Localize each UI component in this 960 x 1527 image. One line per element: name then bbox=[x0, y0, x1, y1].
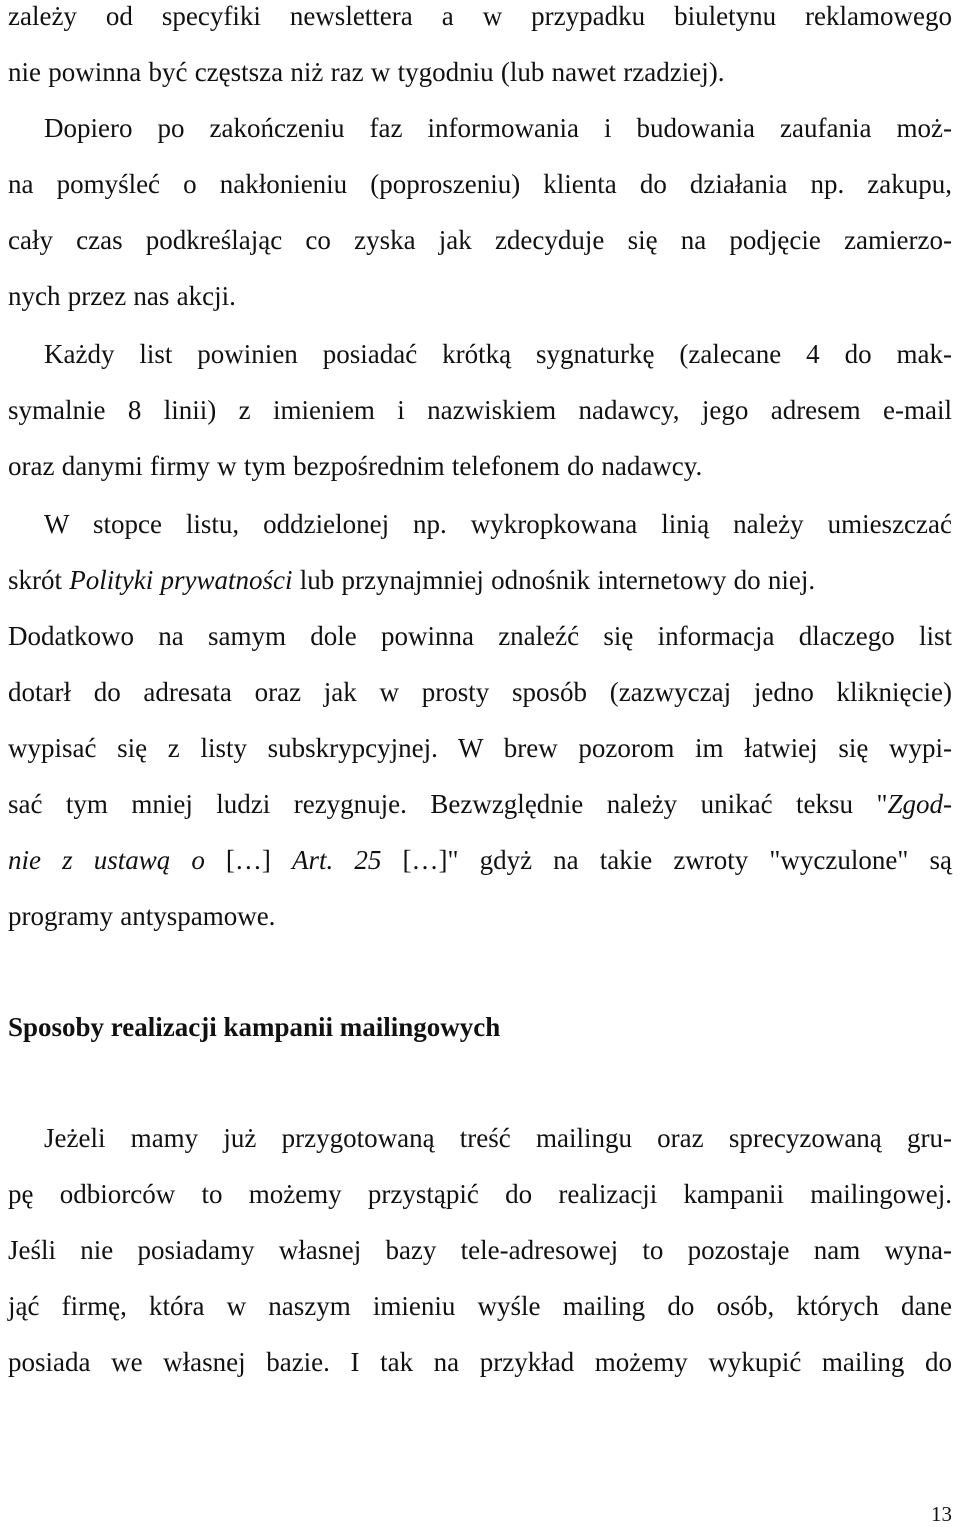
paragraph-3-line-3: oraz danymi firmy w tym bezpośrednim telefonem do nadawcy. bbox=[8, 451, 703, 481]
paragraph-2-line-1: Dopiero po zakończeniu faz informowania i budowania zaufania moż- bbox=[44, 113, 952, 143]
page-number: 13 bbox=[931, 1502, 952, 1526]
paragraph-3-line-2: symalnie 8 linii) z imieniem i nazwiskiem nadawcy, jego adresem e-mail bbox=[8, 395, 952, 425]
paragraph-5-line-5: posiada we własnej bazie. I tak na przykład możemy wykupić mailing do bbox=[8, 1347, 952, 1377]
privacy-policy-italic: Polityki prywatności bbox=[69, 565, 293, 595]
paragraph-4-line-7-text-b: […]" gdyż na takie zwroty "wyczulone" są bbox=[381, 845, 952, 875]
paragraph-5-line-3: Jeśli nie posiadamy własnej bazy tele-adresowej to pozostaje nam wyna- bbox=[8, 1235, 952, 1265]
paragraph-4-line-6 bbox=[8, 788, 952, 820]
paragraph-4-line-7-text-a: […] bbox=[204, 845, 293, 875]
paragraph-4-line-2-text-a: skrót bbox=[8, 565, 70, 595]
paragraph-2-line-4: nych przez nas akcji. bbox=[8, 281, 236, 311]
paragraph-4-line-4: dotarł do adresata oraz jak w prosty sposób (zazwyczaj jedno kliknięcie) bbox=[8, 677, 952, 707]
paragraph-4-line-8: programy antyspamowe. bbox=[8, 901, 276, 931]
paragraph-1-line-1: zależy od specyfiki newslettera a w przypadku biuletynu reklamowego bbox=[8, 1, 952, 31]
paragraph-4-line-3: Dodatkowo na samym dole powinna znaleźć się informacja dlaczego list bbox=[8, 621, 952, 651]
paragraph-4-line-6-text: sać tym mniej ludzi rezygnuje. Bezwzględnie należy unikać teksu " bbox=[8, 789, 888, 819]
paragraph-4-line-2-text-b: lub przynajmniej odnośnik internetowy do niej. bbox=[292, 565, 816, 595]
paragraph-5-line-4: jąć firmę, która w naszym imieniu wyśle mailing do osób, których dane bbox=[8, 1291, 952, 1321]
paragraph-4-line-2 bbox=[8, 564, 952, 596]
paragraph-3-line-1: Każdy list powinien posiadać krótką sygnaturkę (zalecane 4 do mak- bbox=[44, 339, 952, 369]
paragraph-4-line-7 bbox=[8, 844, 952, 876]
paragraph-4-line-1: W stopce listu, oddzielonej np. wykropkowana linią należy umieszczać bbox=[44, 509, 952, 539]
paragraph-4-line-5: wypisać się z listy subskrypcyjnej. W brew pozorom im łatwiej się wypi- bbox=[8, 733, 952, 763]
law-quote-italic-continued: nie z ustawą o bbox=[8, 845, 205, 875]
paragraph-2-line-3: cały czas podkreślając co zyska jak zdecyduje się na podjęcie zamierzo- bbox=[8, 225, 952, 255]
article-reference-italic: Art. 25 bbox=[292, 845, 382, 875]
law-quote-italic-start: Zgod- bbox=[887, 789, 952, 819]
paragraph-2-line-2: na pomyśleć o nakłonieniu (poproszeniu) klienta do działania np. zakupu, bbox=[8, 169, 952, 199]
paragraph-5-line-2: pę odbiorców to możemy przystąpić do realizacji kampanii mailingowej. bbox=[8, 1179, 952, 1209]
paragraph-1-line-2: nie powinna być częstsza niż raz w tygodniu (lub nawet rzadziej). bbox=[8, 57, 725, 87]
paragraph-5-line-1: Jeżeli mamy już przygotowaną treść mailingu oraz sprecyzowaną gru- bbox=[44, 1123, 952, 1153]
section-heading: Sposoby realizacji kampanii mailingowych bbox=[8, 1012, 501, 1042]
